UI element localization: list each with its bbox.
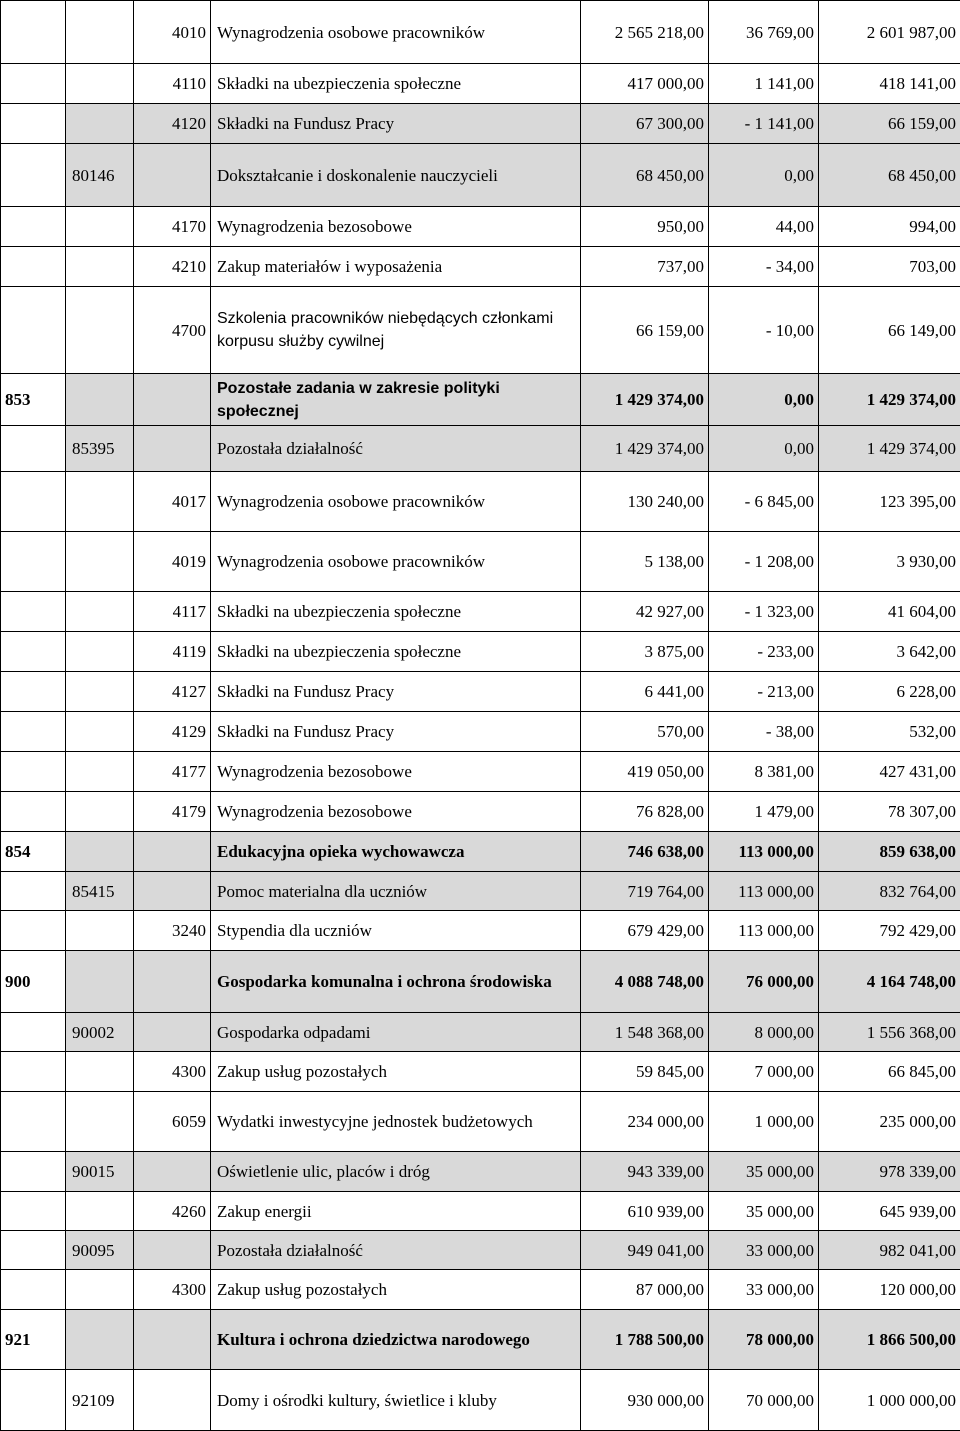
plan-cell: 87 000,00 xyxy=(581,1270,709,1310)
rozdzial-cell xyxy=(66,532,134,592)
plan-cell: 6 441,00 xyxy=(581,672,709,712)
table-row xyxy=(1,1013,960,1052)
rozdzial-cell xyxy=(66,64,134,104)
po-zmianie-cell: 427 431,00 xyxy=(819,752,960,792)
table-row xyxy=(1,247,960,287)
paragraf-cell xyxy=(134,1370,211,1431)
zmiana-cell: 113 000,00 xyxy=(709,872,819,911)
plan-cell: 949 041,00 xyxy=(581,1231,709,1270)
zmiana-cell: 36 769,00 xyxy=(709,1,819,64)
paragraf-cell xyxy=(134,1310,211,1370)
po-zmianie-cell: 859 638,00 xyxy=(819,832,960,872)
nazwa-cell: Wynagrodzenia bezosobowe xyxy=(211,207,581,247)
table-row xyxy=(1,911,960,951)
rozdzial-cell xyxy=(66,752,134,792)
paragraf-cell xyxy=(134,426,211,472)
dzial-cell xyxy=(1,1052,66,1092)
rozdzial-cell: 85415 xyxy=(66,872,134,911)
po-zmianie-cell: 123 395,00 xyxy=(819,472,960,532)
rozdzial-cell xyxy=(66,1,134,64)
po-zmianie-cell: 120 000,00 xyxy=(819,1270,960,1310)
table-row xyxy=(1,712,960,752)
po-zmianie-cell: 66 845,00 xyxy=(819,1052,960,1092)
paragraf-cell xyxy=(134,832,211,872)
table-row xyxy=(1,872,960,911)
nazwa-cell: Składki na Fundusz Pracy xyxy=(211,712,581,752)
table-row xyxy=(1,472,960,532)
po-zmianie-cell: 1 429 374,00 xyxy=(819,374,960,426)
rozdzial-cell xyxy=(66,832,134,872)
paragraf-cell: 4110 xyxy=(134,64,211,104)
zmiana-cell: 1 000,00 xyxy=(709,1092,819,1152)
plan-cell: 3 875,00 xyxy=(581,632,709,672)
po-zmianie-cell: 1 429 374,00 xyxy=(819,426,960,472)
zmiana-cell: 113 000,00 xyxy=(709,832,819,872)
plan-cell: 610 939,00 xyxy=(581,1192,709,1231)
plan-cell: 2 565 218,00 xyxy=(581,1,709,64)
paragraf-cell xyxy=(134,374,211,426)
plan-cell: 737,00 xyxy=(581,247,709,287)
plan-cell: 419 050,00 xyxy=(581,752,709,792)
zmiana-cell: 1 141,00 xyxy=(709,64,819,104)
paragraf-cell: 4300 xyxy=(134,1270,211,1310)
dzial-cell xyxy=(1,792,66,832)
paragraf-cell: 4700 xyxy=(134,287,211,374)
dzial-cell xyxy=(1,632,66,672)
paragraf-cell: 4120 xyxy=(134,104,211,144)
po-zmianie-cell: 3 642,00 xyxy=(819,632,960,672)
paragraf-cell xyxy=(134,872,211,911)
plan-cell: 234 000,00 xyxy=(581,1092,709,1152)
table-row xyxy=(1,207,960,247)
plan-cell: 42 927,00 xyxy=(581,592,709,632)
plan-cell: 1 429 374,00 xyxy=(581,374,709,426)
nazwa-cell: Pozostała działalność xyxy=(211,426,581,472)
po-zmianie-cell: 418 141,00 xyxy=(819,64,960,104)
dzial-cell xyxy=(1,207,66,247)
table-row xyxy=(1,64,960,104)
nazwa-cell: Kultura i ochrona dziedzictwa narodowego xyxy=(211,1310,581,1370)
po-zmianie-cell: 3 930,00 xyxy=(819,532,960,592)
po-zmianie-cell: 645 939,00 xyxy=(819,1192,960,1231)
paragraf-cell: 4117 xyxy=(134,592,211,632)
dzial-cell xyxy=(1,672,66,712)
po-zmianie-cell: 1 866 500,00 xyxy=(819,1310,960,1370)
po-zmianie-cell: 235 000,00 xyxy=(819,1092,960,1152)
po-zmianie-cell: 66 159,00 xyxy=(819,104,960,144)
dzial-cell xyxy=(1,592,66,632)
paragraf-cell xyxy=(134,951,211,1013)
table-row xyxy=(1,632,960,672)
dzial-cell xyxy=(1,1192,66,1231)
dzial-cell xyxy=(1,287,66,374)
nazwa-cell: Oświetlenie ulic, placów i dróg xyxy=(211,1152,581,1192)
rozdzial-cell: 80146 xyxy=(66,144,134,207)
rozdzial-cell xyxy=(66,672,134,712)
dzial-cell xyxy=(1,911,66,951)
zmiana-cell: 76 000,00 xyxy=(709,951,819,1013)
dzial-cell xyxy=(1,247,66,287)
table-row xyxy=(1,951,960,1013)
dzial-cell xyxy=(1,144,66,207)
paragraf-cell: 4010 xyxy=(134,1,211,64)
plan-cell: 570,00 xyxy=(581,712,709,752)
paragraf-cell: 4179 xyxy=(134,792,211,832)
rozdzial-cell xyxy=(66,911,134,951)
nazwa-cell: Gospodarka komunalna i ochrona środowiska xyxy=(211,951,581,1013)
dzial-cell xyxy=(1,1270,66,1310)
zmiana-cell: - 233,00 xyxy=(709,632,819,672)
rozdzial-cell: 90095 xyxy=(66,1231,134,1270)
plan-cell: 719 764,00 xyxy=(581,872,709,911)
rozdzial-cell xyxy=(66,1270,134,1310)
table-row xyxy=(1,832,960,872)
table-row xyxy=(1,752,960,792)
rozdzial-cell xyxy=(66,247,134,287)
plan-cell: 746 638,00 xyxy=(581,832,709,872)
paragraf-cell: 4260 xyxy=(134,1192,211,1231)
nazwa-cell: Wynagrodzenia osobowe pracowników xyxy=(211,472,581,532)
dzial-cell xyxy=(1,1013,66,1052)
dzial-cell xyxy=(1,752,66,792)
dzial-cell xyxy=(1,64,66,104)
rozdzial-cell: 90015 xyxy=(66,1152,134,1192)
nazwa-cell: Wydatki inwestycyjne jednostek budżetowych xyxy=(211,1092,581,1152)
po-zmianie-cell: 703,00 xyxy=(819,247,960,287)
plan-cell: 66 159,00 xyxy=(581,287,709,374)
paragraf-cell xyxy=(134,144,211,207)
nazwa-cell: Składki na ubezpieczenia społeczne xyxy=(211,632,581,672)
plan-cell: 1 429 374,00 xyxy=(581,426,709,472)
dzial-cell xyxy=(1,1092,66,1152)
po-zmianie-cell: 78 307,00 xyxy=(819,792,960,832)
zmiana-cell: 33 000,00 xyxy=(709,1231,819,1270)
rozdzial-cell xyxy=(66,207,134,247)
paragraf-cell: 4170 xyxy=(134,207,211,247)
nazwa-cell: Gospodarka odpadami xyxy=(211,1013,581,1052)
nazwa-cell: Wynagrodzenia bezosobowe xyxy=(211,752,581,792)
table-row xyxy=(1,374,960,426)
rozdzial-cell xyxy=(66,592,134,632)
zmiana-cell: 70 000,00 xyxy=(709,1370,819,1431)
nazwa-cell: Edukacyjna opieka wychowawcza xyxy=(211,832,581,872)
rozdzial-cell: 92109 xyxy=(66,1370,134,1431)
zmiana-cell: - 38,00 xyxy=(709,712,819,752)
table-row xyxy=(1,792,960,832)
zmiana-cell: 0,00 xyxy=(709,144,819,207)
nazwa-cell: Stypendia dla uczniów xyxy=(211,911,581,951)
dzial-cell: 853 xyxy=(1,374,66,426)
nazwa-cell: Zakup usług pozostałych xyxy=(211,1052,581,1092)
dzial-cell xyxy=(1,712,66,752)
table-row xyxy=(1,1,960,64)
nazwa-cell: Szkolenia pracowników niebędących członkami korpusu służby cywilnej xyxy=(211,287,581,374)
po-zmianie-cell: 6 228,00 xyxy=(819,672,960,712)
paragraf-cell: 4017 xyxy=(134,472,211,532)
zmiana-cell: 8 381,00 xyxy=(709,752,819,792)
table-row xyxy=(1,1231,960,1270)
po-zmianie-cell: 978 339,00 xyxy=(819,1152,960,1192)
table-row xyxy=(1,592,960,632)
nazwa-cell: Dokształcanie i doskonalenie nauczycieli xyxy=(211,144,581,207)
rozdzial-cell xyxy=(66,104,134,144)
plan-cell: 950,00 xyxy=(581,207,709,247)
table-row xyxy=(1,1052,960,1092)
rozdzial-cell: 90002 xyxy=(66,1013,134,1052)
po-zmianie-cell: 1 556 368,00 xyxy=(819,1013,960,1052)
dzial-cell xyxy=(1,426,66,472)
dzial-cell: 921 xyxy=(1,1310,66,1370)
table-row xyxy=(1,1270,960,1310)
plan-cell: 4 088 748,00 xyxy=(581,951,709,1013)
dzial-cell xyxy=(1,1231,66,1270)
zmiana-cell: 1 479,00 xyxy=(709,792,819,832)
zmiana-cell: - 1 141,00 xyxy=(709,104,819,144)
rozdzial-cell xyxy=(66,712,134,752)
zmiana-cell: 0,00 xyxy=(709,374,819,426)
table-row xyxy=(1,672,960,712)
rozdzial-cell xyxy=(66,374,134,426)
nazwa-cell: Zakup usług pozostałych xyxy=(211,1270,581,1310)
zmiana-cell: 113 000,00 xyxy=(709,911,819,951)
rozdzial-cell xyxy=(66,472,134,532)
paragraf-cell xyxy=(134,1231,211,1270)
dzial-cell xyxy=(1,472,66,532)
paragraf-cell: 4210 xyxy=(134,247,211,287)
nazwa-cell: Pozostała działalność xyxy=(211,1231,581,1270)
rozdzial-cell xyxy=(66,792,134,832)
table-row xyxy=(1,287,960,374)
paragraf-cell: 6059 xyxy=(134,1092,211,1152)
dzial-cell: 900 xyxy=(1,951,66,1013)
table-row xyxy=(1,1310,960,1370)
nazwa-cell: Zakup energii xyxy=(211,1192,581,1231)
po-zmianie-cell: 532,00 xyxy=(819,712,960,752)
zmiana-cell: 8 000,00 xyxy=(709,1013,819,1052)
plan-cell: 59 845,00 xyxy=(581,1052,709,1092)
nazwa-cell: Wynagrodzenia bezosobowe xyxy=(211,792,581,832)
paragraf-cell: 4300 xyxy=(134,1052,211,1092)
paragraf-cell: 4127 xyxy=(134,672,211,712)
paragraf-cell xyxy=(134,1152,211,1192)
plan-cell: 943 339,00 xyxy=(581,1152,709,1192)
nazwa-cell: Pozostałe zadania w zakresie polityki społecznej xyxy=(211,374,581,426)
po-zmianie-cell: 4 164 748,00 xyxy=(819,951,960,1013)
nazwa-cell: Domy i ośrodki kultury, świetlice i kluby xyxy=(211,1370,581,1431)
table-row xyxy=(1,426,960,472)
nazwa-cell: Wynagrodzenia osobowe pracowników xyxy=(211,532,581,592)
po-zmianie-cell: 832 764,00 xyxy=(819,872,960,911)
plan-cell: 67 300,00 xyxy=(581,104,709,144)
paragraf-cell: 4177 xyxy=(134,752,211,792)
table-row xyxy=(1,532,960,592)
rozdzial-cell xyxy=(66,1052,134,1092)
rozdzial-cell xyxy=(66,1192,134,1231)
dzial-cell xyxy=(1,1,66,64)
rozdzial-cell xyxy=(66,632,134,672)
po-zmianie-cell: 66 149,00 xyxy=(819,287,960,374)
nazwa-cell: Składki na Fundusz Pracy xyxy=(211,104,581,144)
table-row xyxy=(1,1092,960,1152)
po-zmianie-cell: 68 450,00 xyxy=(819,144,960,207)
plan-cell: 1 548 368,00 xyxy=(581,1013,709,1052)
po-zmianie-cell: 2 601 987,00 xyxy=(819,1,960,64)
dzial-cell xyxy=(1,872,66,911)
zmiana-cell: - 34,00 xyxy=(709,247,819,287)
dzial-cell xyxy=(1,1370,66,1431)
plan-cell: 76 828,00 xyxy=(581,792,709,832)
plan-cell: 1 788 500,00 xyxy=(581,1310,709,1370)
paragraf-cell: 4019 xyxy=(134,532,211,592)
nazwa-cell: Pomoc materialna dla uczniów xyxy=(211,872,581,911)
rozdzial-cell xyxy=(66,287,134,374)
zmiana-cell: - 1 208,00 xyxy=(709,532,819,592)
paragraf-cell: 4119 xyxy=(134,632,211,672)
po-zmianie-cell: 994,00 xyxy=(819,207,960,247)
plan-cell: 930 000,00 xyxy=(581,1370,709,1431)
plan-cell: 417 000,00 xyxy=(581,64,709,104)
rozdzial-cell xyxy=(66,951,134,1013)
plan-cell: 130 240,00 xyxy=(581,472,709,532)
rozdzial-cell xyxy=(66,1092,134,1152)
table-row xyxy=(1,1152,960,1192)
zmiana-cell: - 1 323,00 xyxy=(709,592,819,632)
po-zmianie-cell: 1 000 000,00 xyxy=(819,1370,960,1431)
rozdzial-cell xyxy=(66,1310,134,1370)
plan-cell: 5 138,00 xyxy=(581,532,709,592)
po-zmianie-cell: 41 604,00 xyxy=(819,592,960,632)
zmiana-cell: 35 000,00 xyxy=(709,1192,819,1231)
dzial-cell xyxy=(1,104,66,144)
plan-cell: 679 429,00 xyxy=(581,911,709,951)
zmiana-cell: 35 000,00 xyxy=(709,1152,819,1192)
po-zmianie-cell: 792 429,00 xyxy=(819,911,960,951)
table-row xyxy=(1,104,960,144)
rozdzial-cell: 85395 xyxy=(66,426,134,472)
nazwa-cell: Składki na ubezpieczenia społeczne xyxy=(211,592,581,632)
po-zmianie-cell: 982 041,00 xyxy=(819,1231,960,1270)
zmiana-cell: 0,00 xyxy=(709,426,819,472)
plan-cell: 68 450,00 xyxy=(581,144,709,207)
zmiana-cell: - 10,00 xyxy=(709,287,819,374)
zmiana-cell: 78 000,00 xyxy=(709,1310,819,1370)
paragraf-cell: 4129 xyxy=(134,712,211,752)
zmiana-cell: - 6 845,00 xyxy=(709,472,819,532)
zmiana-cell: 7 000,00 xyxy=(709,1052,819,1092)
zmiana-cell: 33 000,00 xyxy=(709,1270,819,1310)
zmiana-cell: - 213,00 xyxy=(709,672,819,712)
nazwa-cell: Wynagrodzenia osobowe pracowników xyxy=(211,1,581,64)
nazwa-cell: Zakup materiałów i wyposażenia xyxy=(211,247,581,287)
paragraf-cell xyxy=(134,1013,211,1052)
table-row xyxy=(1,1370,960,1431)
table-row xyxy=(1,1192,960,1231)
dzial-cell xyxy=(1,532,66,592)
table-row xyxy=(1,144,960,207)
paragraf-cell: 3240 xyxy=(134,911,211,951)
nazwa-cell: Składki na ubezpieczenia społeczne xyxy=(211,64,581,104)
dzial-cell: 854 xyxy=(1,832,66,872)
dzial-cell xyxy=(1,1152,66,1192)
zmiana-cell: 44,00 xyxy=(709,207,819,247)
nazwa-cell: Składki na Fundusz Pracy xyxy=(211,672,581,712)
